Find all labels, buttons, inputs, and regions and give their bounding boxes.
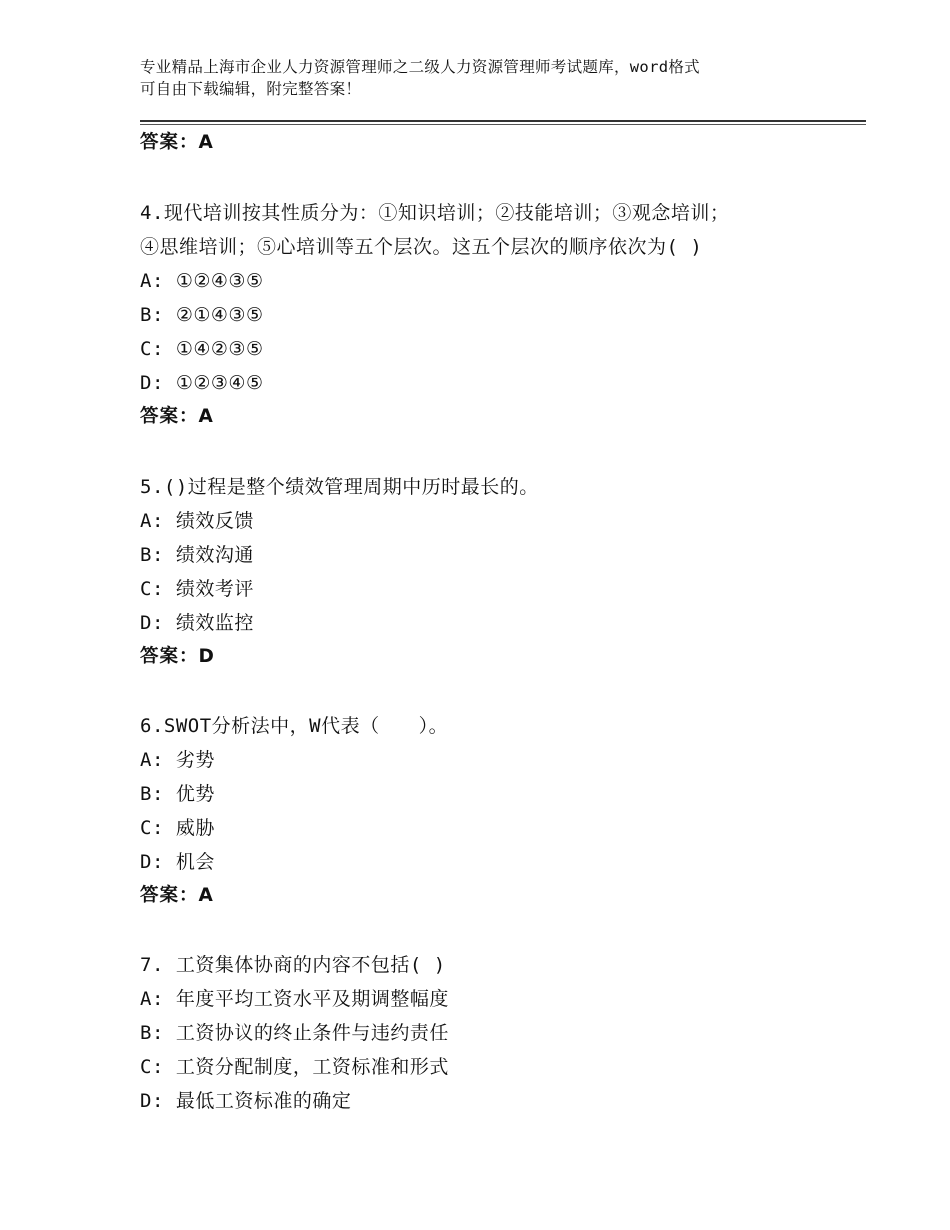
question-6-option-d: D: 机会: [140, 851, 215, 873]
question-7-option-a: A: 年度平均工资水平及期调整幅度: [140, 988, 449, 1010]
question-5-option-c: C: 绩效考评: [140, 578, 254, 600]
question-5-answer: 答案：D: [140, 646, 215, 667]
question-5-stem: 5.()过程是整个绩效管理周期中历时最长的。: [140, 476, 539, 498]
question-7-option-c: C: 工资分配制度，工资标准和形式: [140, 1056, 449, 1078]
question-7-stem: 7. 工资集体协商的内容不包括( ): [140, 954, 446, 976]
previous-answer: 答案：A: [140, 132, 214, 153]
question-6-option-b: B: 优势: [140, 783, 215, 805]
question-5-option-d: D: 绩效监控: [140, 612, 254, 634]
header-rule-thin: [140, 124, 866, 125]
header-line-1: 专业精品上海市企业人力资源管理师之二级人力资源管理师考试题库，word格式: [140, 58, 700, 76]
question-7-option-d: D: 最低工资标准的确定: [140, 1090, 352, 1112]
question-6-stem: 6.SWOT分析法中，W代表（ ）。: [140, 715, 449, 737]
question-4-option-d: D: ①②③④⑤: [140, 372, 264, 394]
question-6-option-c: C: 威胁: [140, 817, 215, 839]
question-7-option-b: B: 工资协议的终止条件与违约责任: [140, 1022, 449, 1044]
question-6-answer: 答案：A: [140, 885, 214, 906]
question-4-answer: 答案：A: [140, 406, 214, 427]
question-4-option-a: A: ①②④③⑤: [140, 270, 264, 292]
question-4-stem-line-1: 4.现代培训按其性质分为：①知识培训；②技能培训；③观念培训；: [140, 202, 730, 224]
header-line-2: 可自由下载编辑，附完整答案！: [140, 80, 362, 98]
question-5-option-b: B: 绩效沟通: [140, 544, 254, 566]
question-4-option-c: C: ①④②③⑤: [140, 338, 264, 360]
page-header: [140, 56, 840, 100]
question-5-option-a: A: 绩效反馈: [140, 510, 254, 532]
question-6-option-a: A: 劣势: [140, 749, 215, 771]
question-4-option-b: B: ②①④③⑤: [140, 304, 264, 326]
question-4-stem-line-2: ④思维培训；⑤心培训等五个层次。这五个层次的顺序依次为( ): [140, 236, 703, 258]
header-rule-thick: [140, 120, 866, 122]
